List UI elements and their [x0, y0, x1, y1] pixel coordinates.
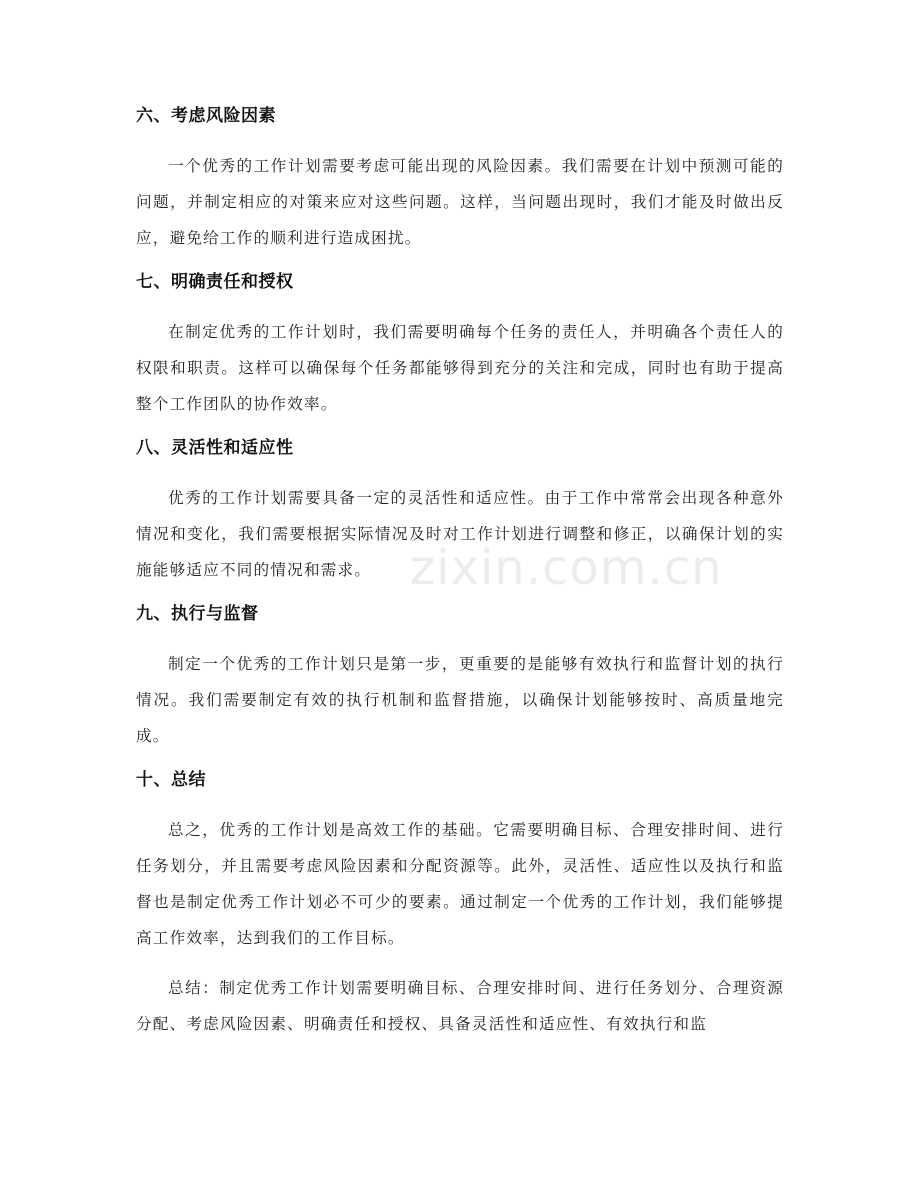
section-heading: 八、灵活性和适应性 [136, 438, 294, 458]
section-heading: 六、考虑风险因素 [136, 106, 276, 126]
section-paragraph: 在制定优秀的工作计划时，我们需要明确每个任务的责任人，并明确各个责任人的权限和职责。这样可以确保每个任务都能够得到充分的关注和完成，同时也有助于提高整个工作团队的协作效率。 [136, 323, 784, 413]
section-heading: 十、总结 [136, 770, 206, 790]
section-7 [136, 270, 784, 422]
section-paragraph: 优秀的工作计划需要具备一定的灵活性和适应性。由于工作中常常会出现各种意外情况和变化，我们需要根据实际情况及时对工作计划进行调整和修正，以确保计划的实施能够适应不同的情况和需求。 [136, 489, 784, 579]
section-heading: 九、执行与监督 [136, 604, 259, 624]
section-heading: 七、明确责任和授权 [136, 272, 294, 292]
summary-paragraph: 总结：制定优秀工作计划需要明确目标、合理安排时间、进行任务划分、合理资源分配、考虑风险因素、明确责任和授权、具备灵活性和适应性、有效执行和监 [136, 979, 784, 1033]
section-9 [136, 602, 784, 754]
section-paragraph: 总之，优秀的工作计划是高效工作的基础。它需要明确目标、合理安排时间、进行任务划分，并且需要考虑风险因素和分配资源等。此外，灵活性、适应性以及执行和监督也是制定优秀工作计划必不可少的要素。通过制定一个优秀的工作计划，我们能够提高工作效率，达到我们的工作目标。 [136, 821, 784, 947]
section-paragraph: 制定一个优秀的工作计划只是第一步，更重要的是能够有效执行和监督计划的执行情况。我们需要制定有效的执行机制和监督措施，以确保计划能够按时、高质量地完成。 [136, 655, 784, 745]
section-paragraph: 一个优秀的工作计划需要考虑可能出现的风险因素。我们需要在计划中预测可能的问题，并制定相应的对策来应对这些问题。这样，当问题出现时，我们才能及时做出反应，避免给工作的顺利进行造成困扰。 [136, 157, 784, 247]
section-10 [136, 768, 784, 1042]
section-6 [136, 104, 784, 256]
section-8 [136, 436, 784, 588]
document-body [136, 104, 784, 1056]
watermark-text: zixin.com.cn [410, 540, 723, 596]
